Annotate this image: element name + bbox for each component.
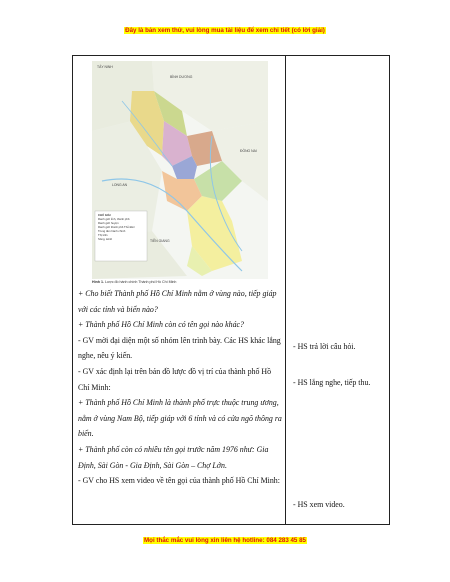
teacher-activity-item: - GV mời đại diện một số nhóm lên trình bày. Các HS khác lắng nghe, nêu ý kiến.: [78, 335, 281, 361]
map-caption: Hình 1. Lược đồ hành chính Thành phố Hồ Chí Minh: [92, 280, 177, 284]
administrative-map: [92, 61, 268, 279]
student-activity-item: - HS lắng nghe, tiếp thu.: [293, 378, 371, 387]
teacher-activity-item: - GV xác định lại trên bản đồ lược đồ vị trí của thành phố Hồ Chí Minh:: [78, 366, 272, 392]
map-label-long-an: LONG AN: [112, 183, 128, 187]
map-legend: CHÚ GIẢI Ranh giới tỉnh, thành phố Ranh giới huyện Ranh giới thành phố Thủ Đức Trung tâm hành chính Thị trấn Sông, kênh: [98, 213, 135, 241]
teacher-activities-column: [78, 61, 282, 489]
column-divider: [285, 56, 286, 524]
teacher-activity-item: + Thành phố còn có nhiều tên gọi trước năm 1976 như: Gia Định, Sài Gòn - Gia Định, Sài Gòn – Chợ Lớn.: [78, 444, 269, 470]
teacher-activity-item: + Thành phố Hồ Chí Minh là thành phố trực thuộc trung ương, nằm ở vùng Nam Bộ, tiếp giáp với 6 tỉnh và có cửa ngõ thông ra biển.: [78, 398, 282, 439]
map-label-binh-duong: BÌNH DƯƠNG: [170, 75, 193, 79]
map-label-tien-giang: TIỀN GIANG: [150, 239, 170, 243]
lesson-table: [72, 55, 390, 525]
teacher-activity-item: - GV cho HS xem video về tên gọi của thành phố Hồ Chí Minh:: [78, 476, 280, 486]
hotline-banner: Mọi thắc mắc vui lòng xin liên hệ hotline: 084 283 45 85: [144, 537, 306, 544]
student-activity-item: - HS trả lời câu hỏi.: [293, 342, 356, 351]
teacher-activity-item: + Cho biết Thành phố Hồ Chí Minh nằm ở vùng nào, tiếp giáp với các tỉnh và biển nào?: [78, 289, 277, 314]
teacher-activity-item: + Thành phố Hồ Chí Minh còn có tên gọi nào khác?: [78, 320, 244, 330]
map-label-tay-ninh: TÂY NINH: [97, 65, 113, 69]
student-activity-item: - HS xem video.: [293, 500, 345, 509]
teacher-activity-list: [78, 286, 282, 489]
map-label-dong-nai: ĐỒNG NAI: [240, 149, 257, 153]
preview-banner: Đây là bản xem thử, vui lòng mua tài liệu để xem chi tiết (có lời giải): [125, 27, 325, 34]
